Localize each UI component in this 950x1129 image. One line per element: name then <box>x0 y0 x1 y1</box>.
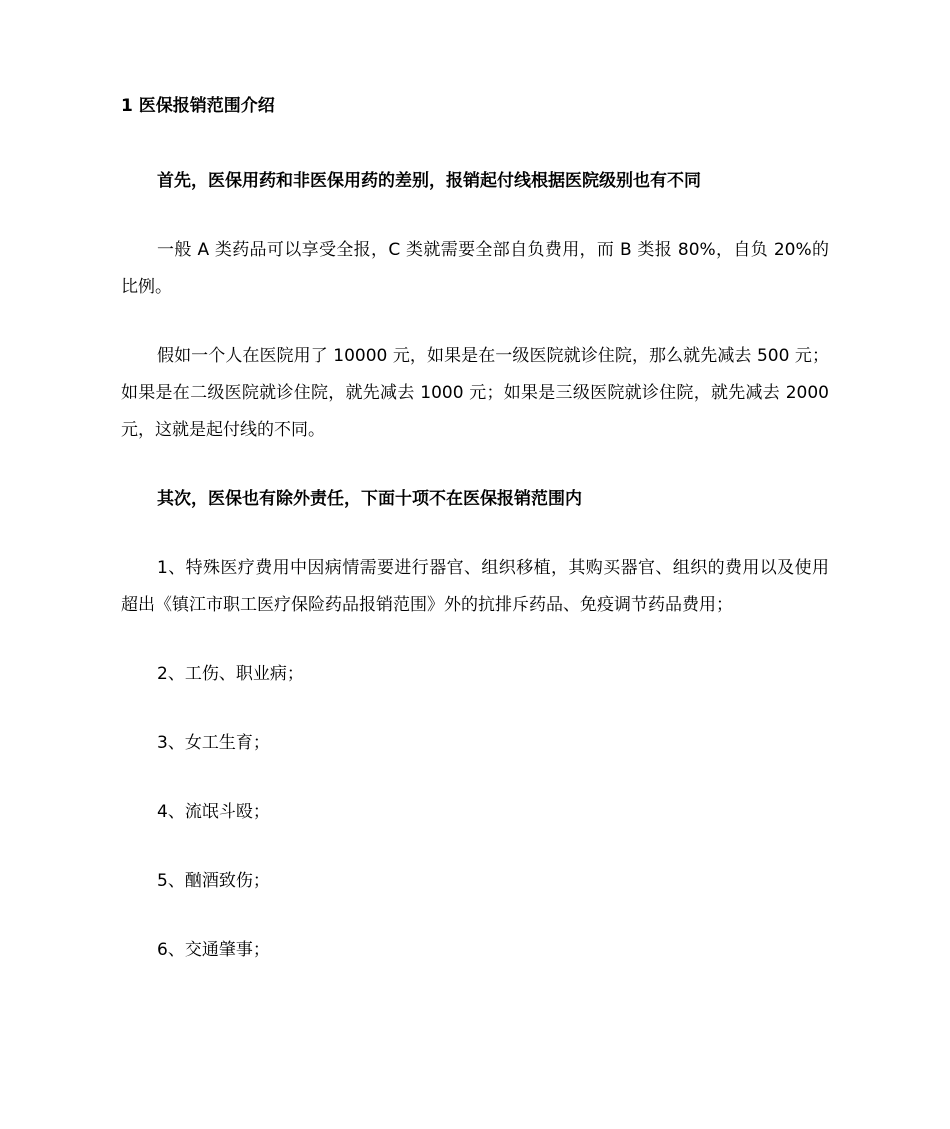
list-item-exclusion-6: 6、交通肇事； <box>157 940 270 960</box>
section-title: 1 医保报销范围介绍 <box>121 96 275 116</box>
subheading-medical-drugs: 首先，医保用药和非医保用药的差别，报销起付线根据医院级别也有不同 <box>157 171 701 191</box>
list-item-exclusion-2: 2、工伤、职业病； <box>157 664 304 684</box>
subheading-exclusions: 其次，医保也有除外责任，下面十项不在医保报销范围内 <box>157 489 582 509</box>
paragraph-deductible-example: 假如一个人在医院用了 10000 元，如果是在一级医院就诊住院，那么就先减去 500 元；如果是在二级医院就诊住院，就先减去 1000 元；如果是三级医院就诊住院，就先减去 2000 元，这就是起付线的不同。 <box>121 346 829 440</box>
list-item-exclusion-3: 3、女工生育； <box>157 733 270 753</box>
list-item-exclusion-5: 5、酗酒致伤； <box>157 871 270 891</box>
paragraph-drug-categories: 一般 A 类药品可以享受全报，C 类就需要全部自负费用，而 B 类报 80%，自负 20%的比例。 <box>121 240 829 297</box>
list-item-exclusion-4: 4、流氓斗殴； <box>157 802 270 822</box>
list-item-exclusion-1: 1、特殊医疗费用中因病情需要进行器官、组织移植，其购买器官、组织的费用以及使用超出《镇江市职工医疗保险药品报销范围》外的抗排斥药品、免疫调节药品费用； <box>121 558 829 615</box>
document-body <box>121 92 829 969</box>
